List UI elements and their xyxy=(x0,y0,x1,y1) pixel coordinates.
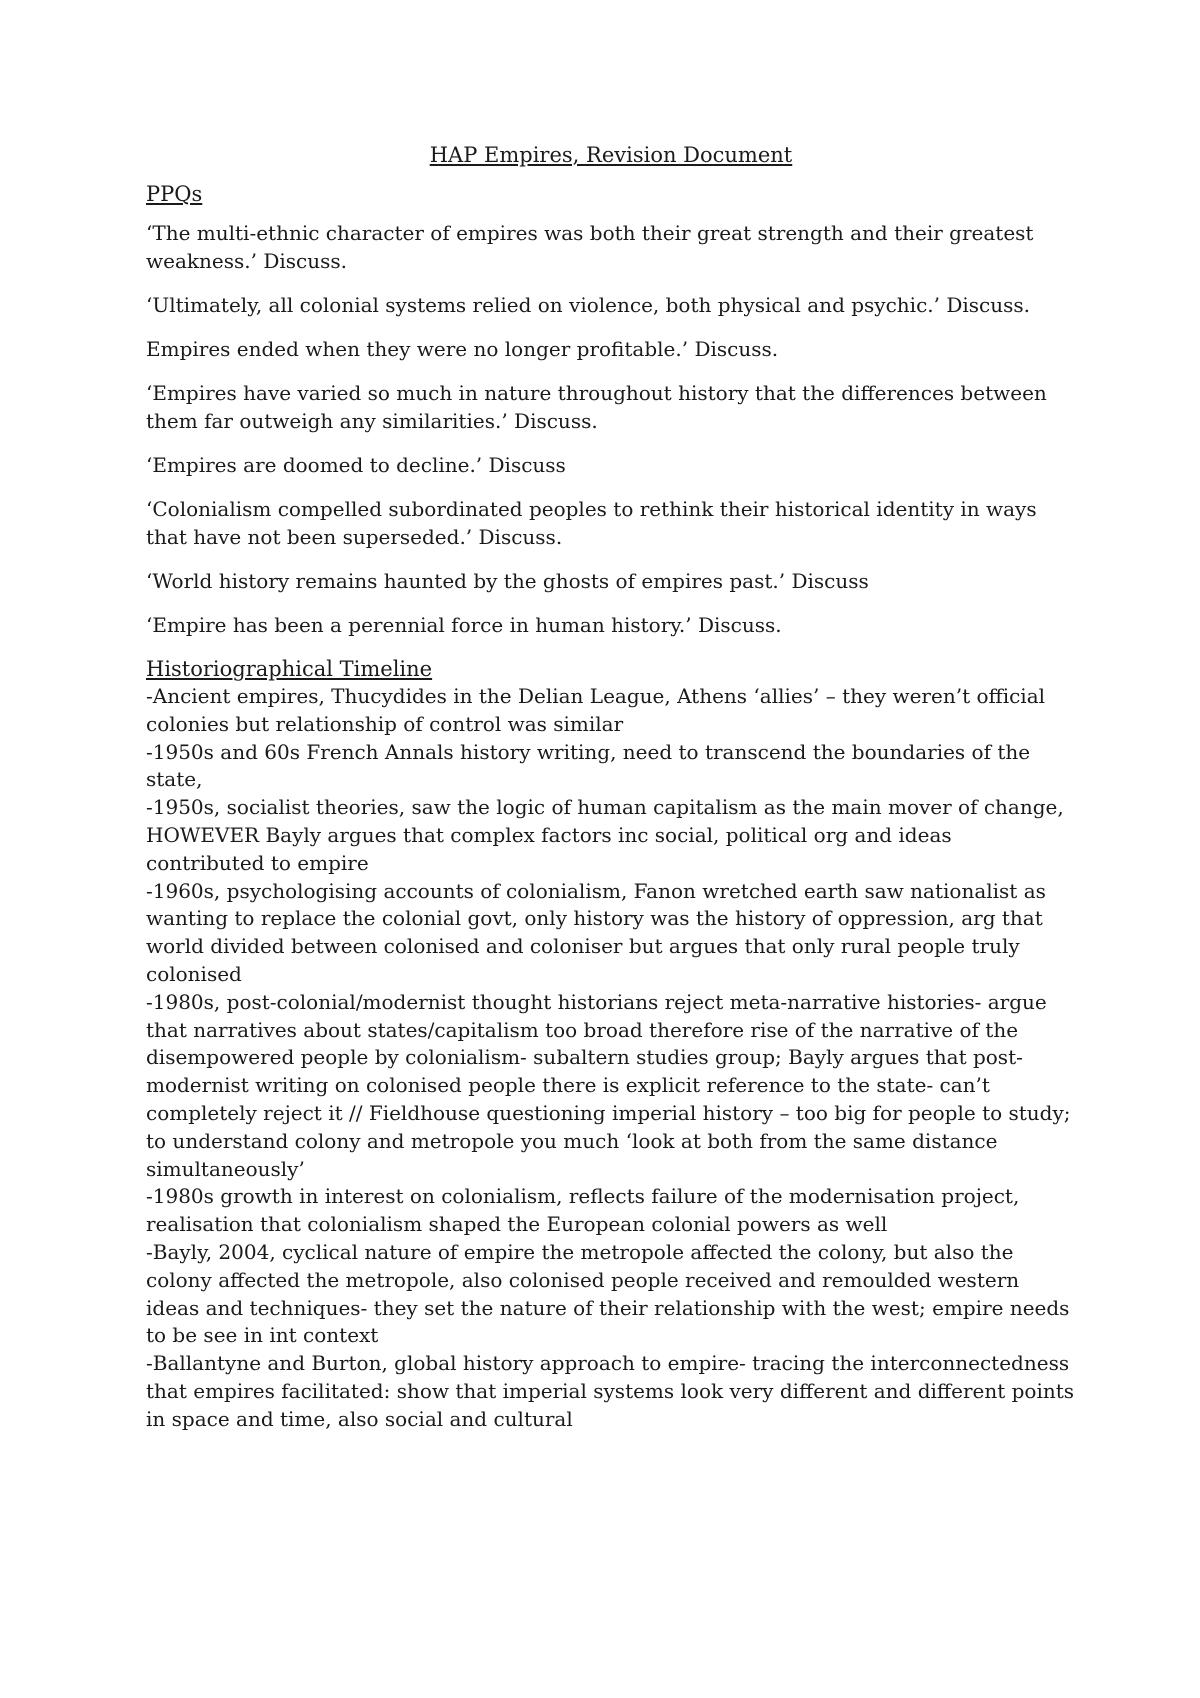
timeline-list xyxy=(146,683,1076,1434)
document-title: HAP Empires, Revision Document xyxy=(429,143,793,167)
timeline-entry: -1950s, socialist theories, saw the logic of human capitalism as the main mover of change, HOWEVER Bayly argues that complex factors inc social, political org and ideas contributed to empire xyxy=(146,795,1064,875)
ppqs-heading: PPQs xyxy=(146,182,203,206)
document-page xyxy=(146,140,1076,1434)
ppq-item: ‘World history remains haunted by the ghosts of empires past.’ Discuss xyxy=(146,569,869,593)
timeline-entry: -Ballantyne and Burton, global history approach to empire- tracing the interconnectedness that empires facilitated: show that imperial systems look very different and different points in space and time, also social and cultural xyxy=(146,1351,1075,1431)
timeline-entry: -Bayly, 2004, cyclical nature of empire the metropole affected the colony, but also the colony affected the metropole, also colonised people received and remoulded western ideas and techniques- they set the nature of their relationship with the west; empire needs to be see in int context xyxy=(146,1239,1070,1348)
ppq-item: ‘The multi-ethnic character of empires was both their great strength and their greatest weakness.’ Discuss. xyxy=(146,221,1034,273)
ppq-item: ‘Empires have varied so much in nature throughout history that the differences between them far outweigh any similarities.’ Discuss. xyxy=(146,381,1047,433)
ppq-item: ‘Empire has been a perennial force in human history.’ Discuss. xyxy=(146,613,782,637)
timeline-entry: -Ancient empires, Thucydides in the Delian League, Athens ‘allies’ – they weren’t official colonies but relationship of control was similar xyxy=(146,684,1046,736)
timeline-entry: -1980s growth in interest on colonialism, reflects failure of the modernisation project, realisation that colonialism shaped the European colonial powers as well xyxy=(146,1184,1020,1237)
ppq-item: ‘Empires are doomed to decline.’ Discuss xyxy=(146,453,566,477)
ppqs-list xyxy=(146,219,1076,639)
timeline-entry: -1950s and 60s French Annals history writing, need to transcend the boundaries of the state, xyxy=(146,739,1031,792)
timeline-entry: -1960s, psychologising accounts of colonialism, Fanon wretched earth saw nationalist as wanting to replace the colonial govt, only history was the history of oppression, arg that world divided between colonised and coloniser but argues that only rural people truly colonised xyxy=(146,878,1046,986)
timeline-heading: Historiographical Timeline xyxy=(146,657,433,681)
ppq-item: ‘Ultimately, all colonial systems relied on violence, both physical and psychic.’ Discuss. xyxy=(146,293,1031,317)
ppq-item: ‘Colonialism compelled subordinated peoples to rethink their historical identity in ways that have not been superseded.’ Discuss. xyxy=(146,497,1037,549)
ppq-item: Empires ended when they were no longer profitable.’ Discuss. xyxy=(146,337,779,361)
timeline-entry: -1980s, post-colonial/modernist thought historians reject meta-narrative histories- argue that narratives about states/capitalism too broad therefore rise of the narrative of the disempowered people by colonialism- subaltern studies group; Bayly argues that post-modernist writing on colonised people there is explicit reference to the state- can’t completely reject it // Fieldhouse questioning imperial history – too big for people to study; to understand colony and metropole you much ‘look at both from the same distance simultaneously’ xyxy=(146,989,1071,1181)
